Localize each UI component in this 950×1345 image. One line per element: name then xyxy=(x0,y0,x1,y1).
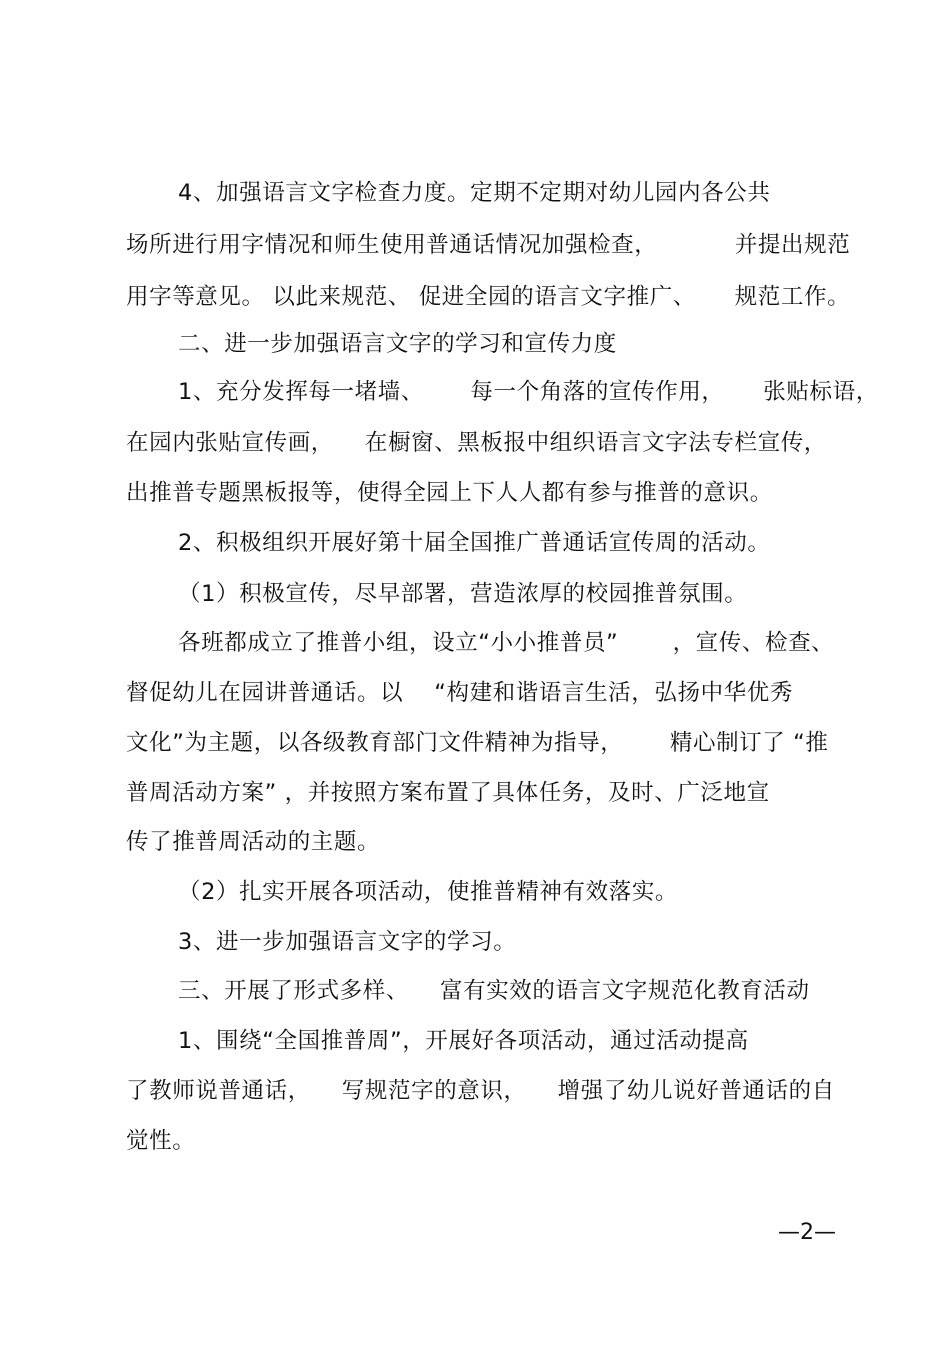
paragraph-line: 各班都成立了推普小组，设立“小小推普员” ，宣传、检查、 xyxy=(178,630,835,656)
paragraph-line: 在园内张贴宣传画， 在橱窗、黑板报中组织语言文字法专栏宣传， xyxy=(126,430,827,456)
paragraph-line: 督促幼儿在园讲普通话。以 “构建和谐语言生活，弘扬中华优秀 xyxy=(126,680,793,706)
paragraph-line: 文化”为主题，以各级教育部门文件精神为指导， 精心制订了 “推 xyxy=(126,730,829,756)
page-number: —2— xyxy=(778,1220,836,1245)
paragraph-line: 3、进一步加强语言文字的学习。 xyxy=(178,929,517,955)
paragraph-line: 用字等意见。 以此来规范、 促进全园的语言文字推广、 规范工作。 xyxy=(126,284,851,310)
paragraph-line: 1、围绕“全国推普周”，开展好各项活动，通过活动提高 xyxy=(178,1028,749,1054)
paragraph-line: 1、充分发挥每一堵墙、 每一个角落的宣传作用， 张贴标语， xyxy=(178,379,879,405)
paragraph-line: 场所进行用字情况和师生使用普通话情况加强检查， 并提出规范 xyxy=(126,232,851,258)
paragraph-line: 传了推普周活动的主题。 xyxy=(126,829,381,855)
paragraph-line: 普周活动方案” ，并按照方案布置了具体任务，及时、广泛地宣 xyxy=(126,780,770,806)
paragraph-line: 觉性。 xyxy=(126,1128,196,1154)
paragraph-line: （1）积极宣传，尽早部署，营造浓厚的校园推普氛围。 xyxy=(178,581,748,607)
paragraph-line: 4、加强语言文字检查力度。定期不定期对幼儿园内各公共 xyxy=(178,180,771,206)
section-heading: 二、进一步加强语言文字的学习和宣传力度 xyxy=(178,331,617,357)
section-heading: 三、开展了形式多样、 富有实效的语言文字规范化教育活动 xyxy=(178,978,810,1004)
paragraph-line: 2、积极组织开展好第十届全国推广普通话宣传周的活动。 xyxy=(178,530,771,556)
paragraph-line: 了教师说普通话， 写规范字的意识， 增强了幼儿说好普通话的自 xyxy=(126,1078,835,1104)
paragraph-line: （2）扎实开展各项活动，使推普精神有效落实。 xyxy=(178,879,679,905)
paragraph-line: 出推普专题黑板报等，使得全园上下人人都有参与推普的意识。 xyxy=(126,480,773,506)
